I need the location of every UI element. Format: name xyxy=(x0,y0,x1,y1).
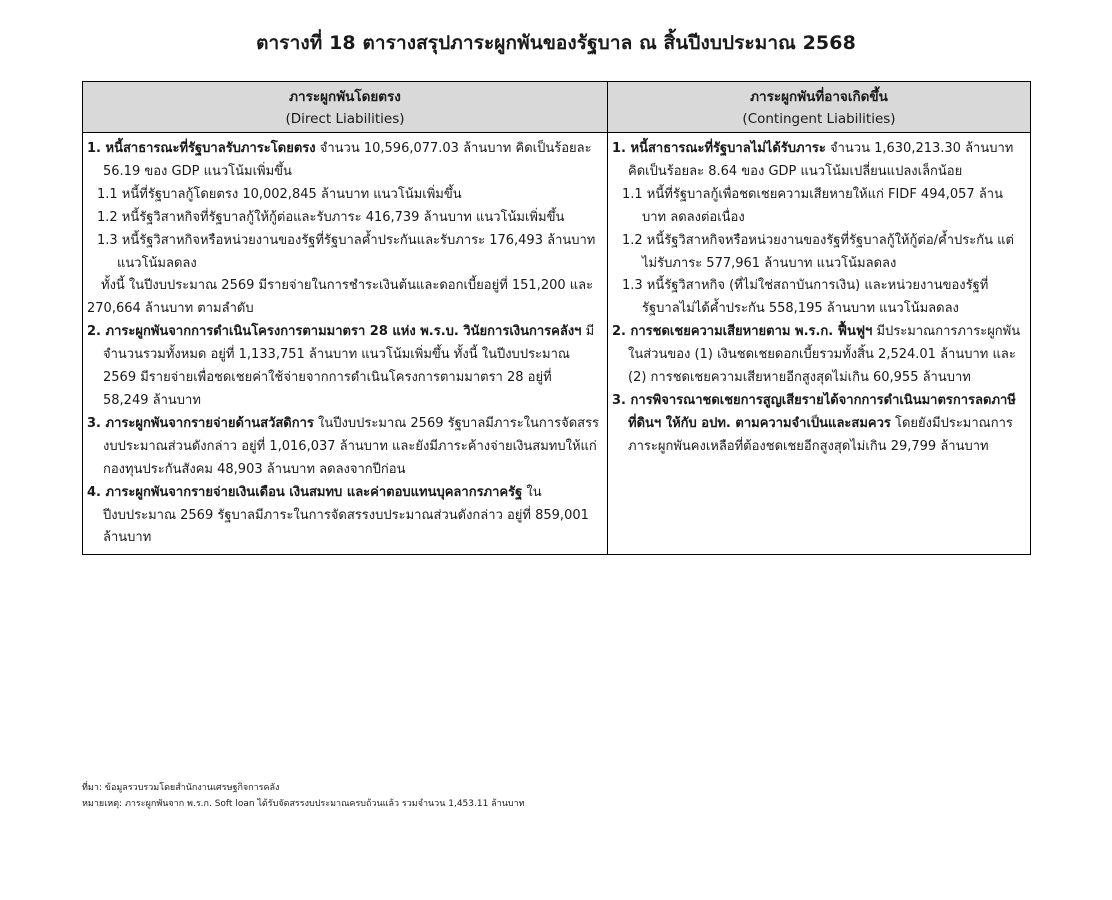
header-contingent-en: (Contingent Liabilities) xyxy=(742,111,896,127)
contingent-item-2-text: มีประมาณการภาระผูกพันในส่วนของ (1) เงินชดเชยดอกเบี้ยรวมทั้งสิ้น 2,524.01 ล้านบาท และ (2) การชดเชยความเสียหายอีกสูงสุดไม่เกิน 60,955 ล้านบาท xyxy=(628,324,1021,386)
direct-item-1 xyxy=(87,138,601,184)
direct-item-3 xyxy=(87,413,601,482)
contingent-liabilities-cell xyxy=(608,133,1031,555)
direct-item-3-text: ในปีงบประมาณ 2569 รัฐบาลมีภาระในการจัดสรรงบประมาณส่วนดังกล่าว อยู่ที่ 1,016,037 ล้านบาท และยังมีภาระค้างจ่ายเงินสมทบให้แก่กองทุนประกันสังคม 48,903 ล้านบาท ลดลงจากปีก่อน xyxy=(103,415,600,477)
contingent-item-2 xyxy=(612,321,1024,390)
contingent-item-1-head: 1. หนี้สาธารณะที่รัฐบาลไม่ได้รับภาระ xyxy=(612,141,826,156)
remark-note: หมายเหตุ: ภาระผูกพันจาก พ.ร.ก. Soft loan ได้รับจัดสรรงบประมาณครบถ้วนแล้ว รวมจำนวน 1,453.11 ล้านบาท xyxy=(82,799,525,809)
footnotes xyxy=(82,780,1030,812)
direct-item-2 xyxy=(87,321,601,413)
liabilities-summary-table xyxy=(82,81,1031,555)
direct-item-4-text: ในปีงบประมาณ 2569 รัฐบาลมีภาระในการจัดสรรงบประมาณส่วนดังกล่าว อยู่ที่ 859,001 ล้านบาท xyxy=(103,484,589,546)
direct-item-1-3: 1.3 หนี้รัฐวิสาหกิจหรือหน่วยงานของรัฐที่รัฐบาลค้ำประกันและรับภาระ 176,493 ล้านบาท แนวโน้มลดลง xyxy=(97,232,596,271)
contingent-item-2-head: 2. การชดเชยความเสียหายตาม พ.ร.ก. ฟื้นฟูฯ xyxy=(612,324,873,340)
header-direct-liabilities xyxy=(83,82,608,133)
header-direct-th: ภาระผูกพันโดยตรง xyxy=(289,89,401,105)
direct-item-4-head: 4. ภาระผูกพันจากรายจ่ายเงินเดือน เงินสมทบ และค่าตอบแทนบุคลากรภาครัฐ xyxy=(87,484,523,500)
table-header-row xyxy=(83,82,1031,133)
contingent-item-1 xyxy=(612,138,1024,184)
contingent-item-3-head: 3. การพิจารณาชดเชยการสูญเสียรายได้จากการดำเนินมาตรการลดภาษีที่ดินฯ ให้กับ อปท. ตามความจำเป็นและสมควร xyxy=(612,392,1016,431)
header-contingent-liabilities xyxy=(608,82,1031,133)
direct-payment-note: ทั้งนี้ ในปีงบประมาณ 2569 มีรายจ่ายในการชำระเงินต้นและดอกเบี้ยอยู่ที่ 151,200 และ 270,664 ล้านบาท ตามลำดับ xyxy=(87,278,594,317)
contingent-item-3-text: โดยยังมีประมาณการภาระผูกพันคงเหลือที่ต้องชดเชยอีกสูงสุดไม่เกิน 29,799 ล้านบาท xyxy=(628,415,1013,454)
contingent-item-1-1: 1.1 หนี้ที่รัฐบาลกู้เพื่อชดเชยความเสียหายให้แก่ FIDF 494,057 ล้านบาท ลดลงต่อเนื่อง xyxy=(622,186,1003,225)
table-body-row xyxy=(83,133,1031,555)
contingent-item-1-2: 1.2 หนี้รัฐวิสาหกิจหรือหน่วยงานของรัฐที่รัฐบาลกู้ให้กู้ต่อ/ค้ำประกัน แต่ไม่รับภาระ 577,961 ล้านบาท แนวโน้มลดลง xyxy=(622,232,1014,271)
source-note: ที่มา: ข้อมูลรวบรวมโดยสำนักงานเศรษฐกิจการคลัง xyxy=(82,783,280,793)
header-direct-en: (Direct Liabilities) xyxy=(285,111,405,127)
direct-item-4 xyxy=(87,482,601,551)
contingent-item-1-text: จำนวน 1,630,213.30 ล้านบาท คิดเป็นร้อยละ 8.64 ของ GDP แนวโน้มเปลี่ยนแปลงเล็กน้อย xyxy=(628,141,1014,179)
direct-item-1-text: จำนวน 10,596,077.03 ล้านบาท คิดเป็นร้อยละ 56.19 ของ GDP แนวโน้มเพิ่มขึ้น xyxy=(103,141,592,179)
direct-item-2-head: 2. ภาระผูกพันจากการดำเนินโครงการตามมาตรา 28 แห่ง พ.ร.บ. วินัยการเงินการคลังฯ xyxy=(87,324,582,340)
direct-liabilities-cell xyxy=(83,133,608,555)
direct-item-1-head: 1. หนี้สาธารณะที่รัฐบาลรับภาระโดยตรง xyxy=(87,141,316,156)
direct-item-2-text: มีจำนวนรวมทั้งหมด อยู่ที่ 1,133,751 ล้านบาท แนวโน้มเพิ่มขึ้น ทั้งนี้ ในปีงบประมาณ 2569 มีรายจ่ายเพื่อชดเชยค่าใช้จ่ายจากการดำเนินโครงการตามมาตรา 28 อยู่ที่ 58,249 ล้านบาท xyxy=(103,324,595,408)
page-title: ตารางที่ 18 ตารางสรุปภาระผูกพันของรัฐบาล ณ สิ้นปีงบประมาณ 2568 xyxy=(256,32,856,54)
direct-item-1-2: 1.2 หนี้รัฐวิสาหกิจที่รัฐบาลกู้ให้กู้ต่อและรับภาระ 416,739 ล้านบาท แนวโน้มเพิ่มขึ้น xyxy=(97,209,565,225)
direct-item-3-head: 3. ภาระผูกพันจากรายจ่ายด้านสวัสดิการ xyxy=(87,415,314,431)
contingent-item-1-3: 1.3 หนี้รัฐวิสาหกิจ (ที่ไม่ใช่สถาบันการเงิน) และหน่วยงานของรัฐที่รัฐบาลไม่ได้ค้ำประกัน 558,195 ล้านบาท แนวโน้มลดลง xyxy=(622,278,989,317)
direct-item-1-1: 1.1 หนี้ที่รัฐบาลกู้โดยตรง 10,002,845 ล้านบาท แนวโน้มเพิ่มขึ้น xyxy=(97,186,462,202)
contingent-item-3 xyxy=(612,390,1024,459)
header-contingent-th: ภาระผูกพันที่อาจเกิดขึ้น xyxy=(750,89,888,105)
